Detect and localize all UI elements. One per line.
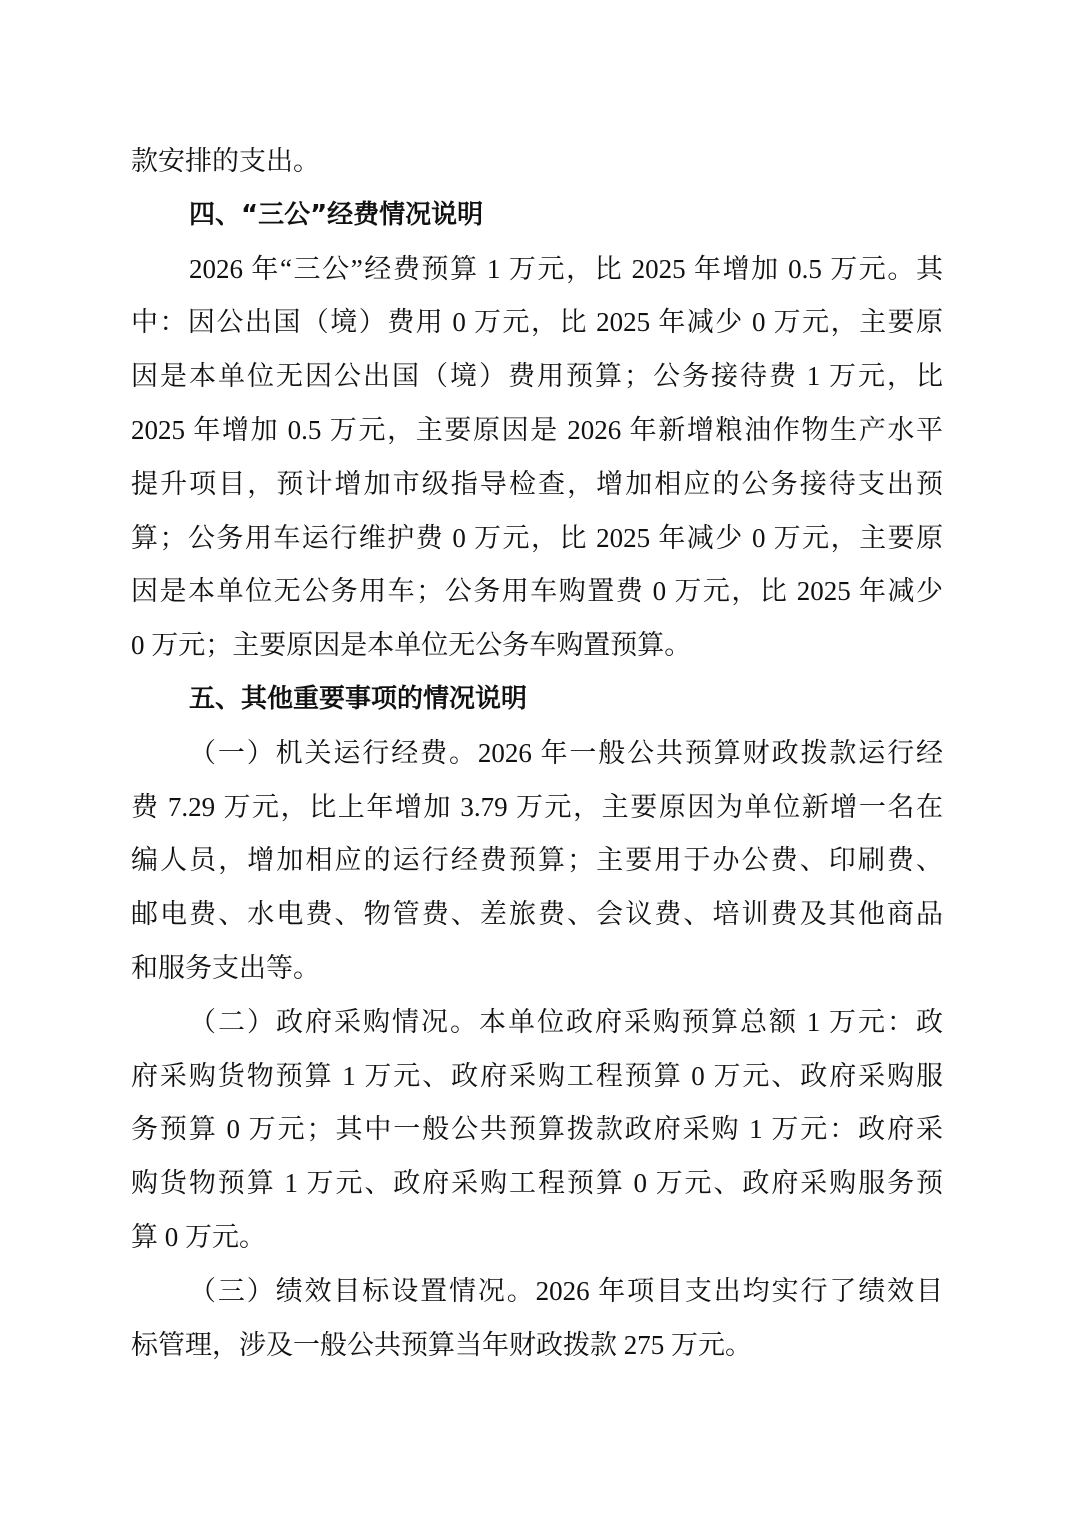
text-line: （三）绩效目标设置情况。2026 年项目支出均实行了绩效目 xyxy=(189,1275,943,1306)
text-line: 和服务支出等。 xyxy=(131,952,320,983)
paragraph xyxy=(131,1265,943,1373)
text-line: 费 7.29 万元，比上年增加 3.79 万元，主要原因为单位新增一名在 xyxy=(131,791,943,822)
text-line: 四、“三公”经费情况说明 xyxy=(189,199,484,230)
text-line: 因是本单位无因公出国（境）费用预算；公务接待费 1 万元，比 xyxy=(131,361,943,392)
text-line: 购货物预算 1 万元、政府采购工程预算 0 万元、政府采购服务预 xyxy=(131,1168,943,1199)
text-line: 2026 年“三公”经费预算 1 万元，比 2025 年增加 0.5 万元。其 xyxy=(189,253,943,284)
paragraph xyxy=(131,135,943,189)
text-line: 邮电费、水电费、物管费、差旅费、会议费、培训费及其他商品 xyxy=(131,899,943,930)
text-line: 2025 年增加 0.5 万元，主要原因是 2026 年新增粮油作物生产水平 xyxy=(131,414,943,445)
paragraph xyxy=(131,996,943,1265)
text-line: 款安排的支出。 xyxy=(131,146,320,176)
text-line: 0 万元；主要原因是本单位无公务车购置预算。 xyxy=(131,630,692,661)
paragraph xyxy=(131,243,943,673)
text-line: 编人员，增加相应的运行经费预算；主要用于办公费、印刷费、 xyxy=(131,845,943,876)
section-heading xyxy=(131,189,943,243)
text-line: （二）政府采购情况。本单位政府采购预算总额 1 万元：政 xyxy=(189,1006,943,1037)
document-body xyxy=(131,135,943,1372)
text-line: 标管理，涉及一般公共预算当年财政拨款 275 万元。 xyxy=(131,1329,752,1360)
text-line: 因是本单位无公务用车；公务用车购置费 0 万元，比 2025 年减少 xyxy=(131,576,943,607)
text-line: 中：因公出国（境）费用 0 万元，比 2025 年减少 0 万元，主要原 xyxy=(131,307,943,338)
text-line: 提升项目，预计增加市级指导检查，增加相应的公务接待支出预 xyxy=(131,468,943,499)
text-line: 算；公务用车运行维护费 0 万元，比 2025 年减少 0 万元，主要原 xyxy=(131,522,943,553)
text-line: （一）机关运行经费。2026 年一般公共预算财政拨款运行经 xyxy=(189,737,943,768)
text-line: 五、其他重要事项的情况说明 xyxy=(189,683,528,714)
text-line: 务预算 0 万元；其中一般公共预算拨款政府采购 1 万元：政府采 xyxy=(131,1114,943,1145)
text-line: 府采购货物预算 1 万元、政府采购工程预算 0 万元、政府采购服 xyxy=(131,1060,943,1091)
section-heading xyxy=(131,673,943,727)
text-line: 算 0 万元。 xyxy=(131,1221,266,1252)
paragraph xyxy=(131,727,943,996)
